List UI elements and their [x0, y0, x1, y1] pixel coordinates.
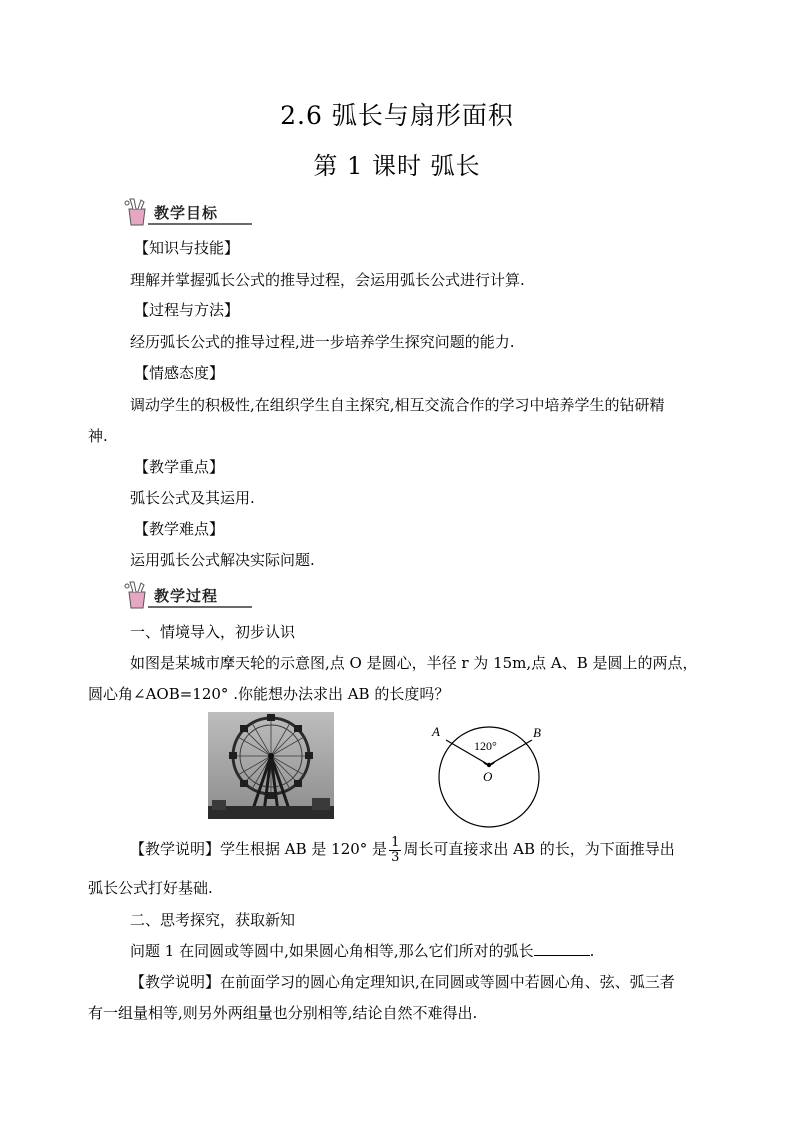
label-o: O [483, 769, 493, 784]
section1-heading: 一、情境导入，初步认识 [130, 623, 296, 641]
question-1-text: 问题 1 在同圆或等圆中,如果圆心角相等,那么它们所对的弧长 [130, 942, 534, 960]
question-1 [130, 941, 594, 961]
teaching-process-badge [120, 580, 250, 610]
key-points-heading: 【教学重点】 [134, 458, 225, 476]
method-heading: 【过程与方法】 [134, 301, 240, 319]
badge-label: 教学目标 [154, 204, 219, 222]
fraction-denominator: 3 [391, 849, 400, 865]
fraction-one-third [389, 836, 401, 865]
teaching-note-1-continued: 弧长公式打好基础. [88, 879, 213, 897]
difficult-points-heading: 【教学难点】 [134, 520, 225, 538]
badge-label: 教学过程 [154, 587, 219, 605]
teaching-note-1 [130, 833, 675, 865]
intro-line1: 如图是某城市摩天轮的示意图,点 O 是圆心，半径 r 为 15m,点 A、B 是圆上的两点， [130, 654, 698, 672]
badge-underline [148, 223, 252, 225]
circle-angle-diagram [420, 718, 560, 830]
label-a: A [432, 724, 440, 739]
ferris-wheel-photo [208, 712, 334, 819]
teaching-note-1-part-b: 周长可直接求出 AB 的长，为下面推导出 [403, 840, 675, 858]
center-point [487, 763, 491, 767]
teaching-note-2-line1: 【教学说明】在前面学习的圆心角定理知识,在同圆或等圆中若圆心角、弦、弧三者 [130, 973, 675, 991]
emotion-heading: 【情感态度】 [134, 364, 225, 382]
method-text: 经历弧长公式的推导过程,进一步培养学生探究问题的能力. [130, 333, 515, 351]
teaching-goals-badge [120, 197, 250, 227]
badge-underline [148, 606, 252, 608]
knowledge-heading: 【知识与技能】 [134, 239, 240, 257]
key-points-text: 弧长公式及其运用. [130, 489, 255, 507]
intro-line2: 圆心角∠AOB=120° .你能想办法求出 AB 的长度吗？ [88, 685, 450, 703]
emotion-text-line1: 调动学生的积极性,在组织学生自主探究,相互交流合作的学习中培养学生的钻研精 [130, 396, 665, 414]
teaching-note-2-line2: 有一组量相等,则另外两组量也分别相等,结论自然不难得出. [88, 1004, 478, 1022]
section2-heading: 二、思考探究，获取新知 [130, 911, 296, 929]
difficult-points-text: 运用弧长公式解决实际问题. [130, 551, 315, 569]
question-1-end: . [589, 942, 595, 960]
document-subtitle: 第 1 课时 弧长 [313, 152, 481, 180]
emotion-text-line2: 神. [88, 427, 108, 445]
document-title: 2.6 弧长与扇形面积 [280, 101, 514, 130]
teaching-note-1-part-a: 【教学说明】学生根据 AB 是 120° 是 [130, 840, 388, 858]
label-b: B [533, 725, 541, 740]
knowledge-text: 理解并掌握弧长公式的推导过程，会运用弧长公式进行计算. [130, 271, 525, 289]
fraction-numerator: 1 [391, 834, 400, 850]
angle-label: 120° [474, 739, 497, 753]
answer-blank [534, 941, 590, 956]
